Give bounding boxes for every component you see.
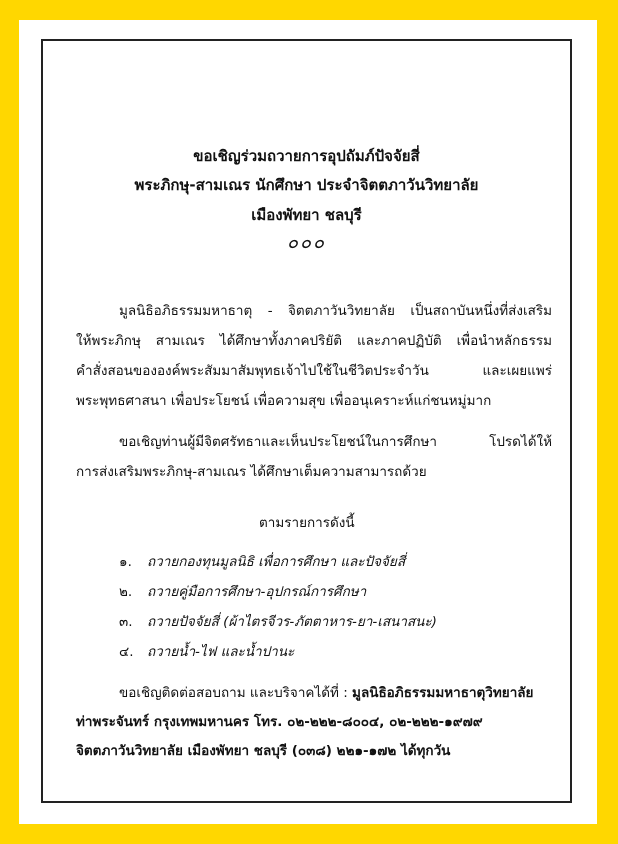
intro-line-2: ให้พระภิกษุ สามเณร ได้ศึกษาทั้งภาคปริยัติ และภาคปฏิบัติ เพื่อนำหลักธรรม bbox=[76, 333, 552, 349]
list-item-text: ถวายปัจจัยสี่ (ผ้าไตรจีวร-ภัตตาหาร-ยา-เสนาสนะ) bbox=[147, 614, 437, 630]
list-heading: ตามรายการดังนี้ bbox=[259, 515, 355, 531]
contact-organization: มูลนิธิอภิธรรมมหาธาตุวิทยาลัย bbox=[352, 685, 534, 701]
list-item-number: ๓. bbox=[119, 614, 133, 630]
title-line-2: พระภิกษุ-สามเณร นักศึกษา ประจำจิตตภาวันวิทยาลัย bbox=[134, 176, 479, 194]
document-page bbox=[19, 20, 597, 824]
contact-line-2: ท่าพระจันทร์ กรุงเทพมหานคร โทร. ๐๒-๒๒๒-๘๐๐๔, ๐๒-๒๒๒-๑๙๗๙ bbox=[76, 714, 483, 730]
list-item-number: ๔. bbox=[119, 644, 134, 660]
contact-line-1 bbox=[119, 681, 533, 703]
title-line-3: เมืองพัทยา ชลบุรี bbox=[251, 206, 362, 224]
invite-line-1: ขอเชิญท่านผู้มีจิตศรัทธาและเห็นประโยชน์ในการศึกษา โปรดได้ให้ bbox=[119, 434, 552, 450]
title-line-1: ขอเชิญร่วมถวายการอุปถัมภ์ปัจจัยสี่ bbox=[193, 147, 420, 165]
list-item-number: ๑. bbox=[119, 554, 132, 570]
page-border bbox=[41, 39, 572, 803]
intro-line-4: พระพุทธศาสนา เพื่อประโยชน์ เพื่อความสุข เพื่ออนุเคราะห์แก่ชนหมู่มาก bbox=[76, 393, 492, 409]
intro-line-1: มูลนิธิอภิธรรมมหาธาตุ - จิตตภาวันวิทยาลัย เป็นสถาบันหนึ่งที่ส่งเสริม bbox=[119, 303, 552, 319]
contact-lead: ขอเชิญติดต่อสอบถาม และบริจาคได้ที่ : bbox=[119, 685, 353, 701]
list-item-text: ถวายกองทุนมูลนิธิ เพื่อการศึกษา และปัจจัยสี่ bbox=[147, 554, 406, 570]
intro-line-3: คำสั่งสอนขององค์พระสัมมาสัมพุทธเจ้าไปใช้ในชีวิตประจำวัน และเผยแพร่ bbox=[76, 363, 552, 379]
title-ornament: ๐๐๐ bbox=[287, 232, 326, 253]
invite-line-2: การส่งเสริมพระภิกษุ-สามเณร ได้ศึกษาเต็มความสามารถด้วย bbox=[76, 464, 427, 480]
contact-line-3: จิตตภาวันวิทยาลัย เมืองพัทยา ชลบุรี (๐๓๘) ๒๒๑-๑๗๒ ได้ทุกวัน bbox=[76, 743, 451, 759]
list-item-text: ถวายน้ำ-ไฟ และน้ำปานะ bbox=[147, 644, 295, 660]
list-item-text: ถวายคู่มือการศึกษา-อุปกรณ์การศึกษา bbox=[147, 584, 367, 600]
list-item-number: ๒. bbox=[119, 584, 133, 600]
